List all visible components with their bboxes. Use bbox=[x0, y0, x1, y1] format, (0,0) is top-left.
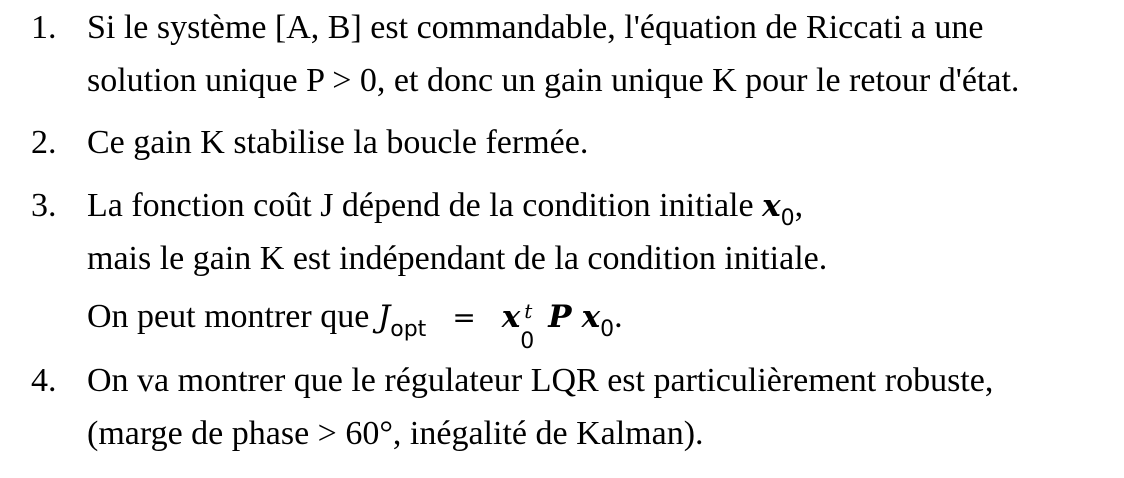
item-3-line-1-text: La fonction coût J dépend de la condition initiale bbox=[87, 187, 763, 224]
math-transpose-superscript: t bbox=[524, 299, 533, 323]
item-3-line-3-period: . bbox=[614, 298, 623, 335]
math-p-matrix: P bbox=[548, 299, 572, 335]
math-x0-subscript: 0 bbox=[780, 206, 795, 231]
math-x-transpose-var: x bbox=[501, 299, 521, 335]
item-4-line-1: On va montrer que le régulateur LQR est particulièrement robuste, bbox=[87, 362, 994, 399]
math-equals-sign: = bbox=[452, 301, 476, 334]
item-3-line-3 bbox=[87, 297, 623, 354]
item-1-line-1: Si le système [A, B] est commandable, l'équation de Riccati a une bbox=[87, 9, 984, 46]
item-1-line-2: solution unique P > 0, et donc un gain unique K pour le retour d'état. bbox=[87, 62, 1020, 99]
item-4-line-2: (marge de phase > 60°, inégalité de Kalman). bbox=[87, 415, 704, 452]
item-3-line-1-comma: , bbox=[794, 187, 804, 224]
math-x0-var-2: x bbox=[581, 299, 601, 335]
item-4-number: 4. bbox=[31, 362, 57, 399]
math-x0-var: x bbox=[762, 188, 781, 224]
item-3-line-2: mais le gain K est indépendant de la condition initiale. bbox=[87, 240, 828, 277]
math-j-var: J bbox=[377, 299, 391, 335]
item-2-number: 2. bbox=[31, 124, 57, 161]
math-x-transpose-subscript: 0 bbox=[520, 329, 535, 354]
math-j-subscript: opt bbox=[390, 317, 427, 342]
item-2-line-1: Ce gain K stabilise la boucle fermée. bbox=[87, 124, 589, 161]
item-1-number: 1. bbox=[31, 9, 57, 46]
item-3-line-3-text: On peut montrer que bbox=[87, 298, 378, 335]
math-x0-subscript-2: 0 bbox=[600, 317, 615, 342]
item-3-line-1 bbox=[87, 186, 803, 230]
item-3-number: 3. bbox=[31, 187, 57, 224]
